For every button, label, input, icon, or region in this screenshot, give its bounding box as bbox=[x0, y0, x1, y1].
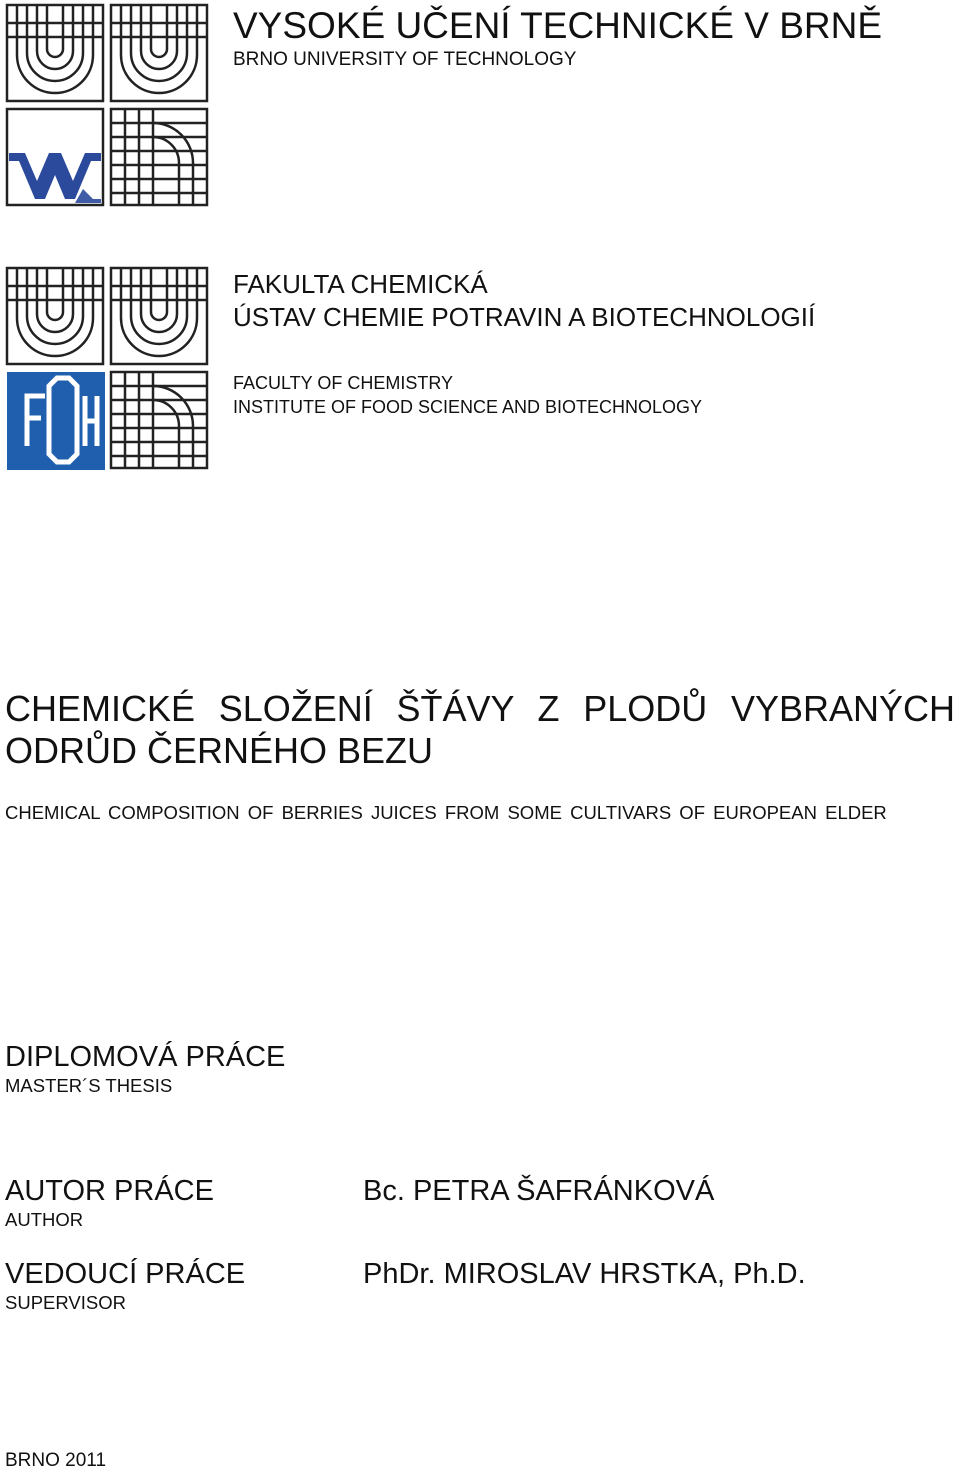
institute-name-en: INSTITUTE OF FOOD SCIENCE AND BIOTECHNOLOGY bbox=[233, 397, 703, 417]
faculty-name-en: FACULTY OF CHEMISTRY bbox=[233, 373, 454, 393]
place-year: BRNO 2011 bbox=[5, 1450, 107, 1471]
thesis-title-en: CHEMICAL COMPOSITION OF BERRIES JUICES FROM SOME CULTIVARS OF EUROPEAN ELDER bbox=[5, 802, 887, 823]
faculty-name-cz: FAKULTA CHEMICKÁ bbox=[233, 269, 488, 299]
thesis-type-en: MASTER´S THESIS bbox=[5, 1075, 173, 1096]
vut-logo-graphic bbox=[5, 3, 211, 209]
supervisor-name: PhDr. MIROSLAV HRSTKA, Ph.D. bbox=[363, 1258, 806, 1290]
university-name-en: BRNO UNIVERSITY OF TECHNOLOGY bbox=[233, 49, 577, 70]
fch-logo-graphic bbox=[5, 266, 211, 472]
university-name-cz: VYSOKÉ UČENÍ TECHNICKÉ V BRNĚ bbox=[233, 5, 883, 46]
author-label-cz: AUTOR PRÁCE bbox=[5, 1175, 214, 1207]
author-name: Bc. PETRA ŠAFRÁNKOVÁ bbox=[363, 1175, 715, 1207]
supervisor-label-cz: VEDOUCÍ PRÁCE bbox=[5, 1258, 246, 1290]
thesis-type-cz: DIPLOMOVÁ PRÁCE bbox=[5, 1041, 286, 1073]
author-label-en: AUTHOR bbox=[5, 1209, 84, 1230]
vut-logo-icon bbox=[5, 3, 211, 209]
institute-name-cz: ÚSTAV CHEMIE POTRAVIN A BIOTECHNOLOGIÍ bbox=[233, 302, 816, 332]
thesis-title-cz: CHEMICKÉ SLOŽENÍ ŠŤÁVY Z PLODŮ VYBRANÝCH ODRŮD ČERNÉHO BEZU bbox=[5, 688, 955, 771]
supervisor-label-en: SUPERVISOR bbox=[5, 1292, 126, 1313]
fch-logo-icon bbox=[5, 266, 211, 472]
